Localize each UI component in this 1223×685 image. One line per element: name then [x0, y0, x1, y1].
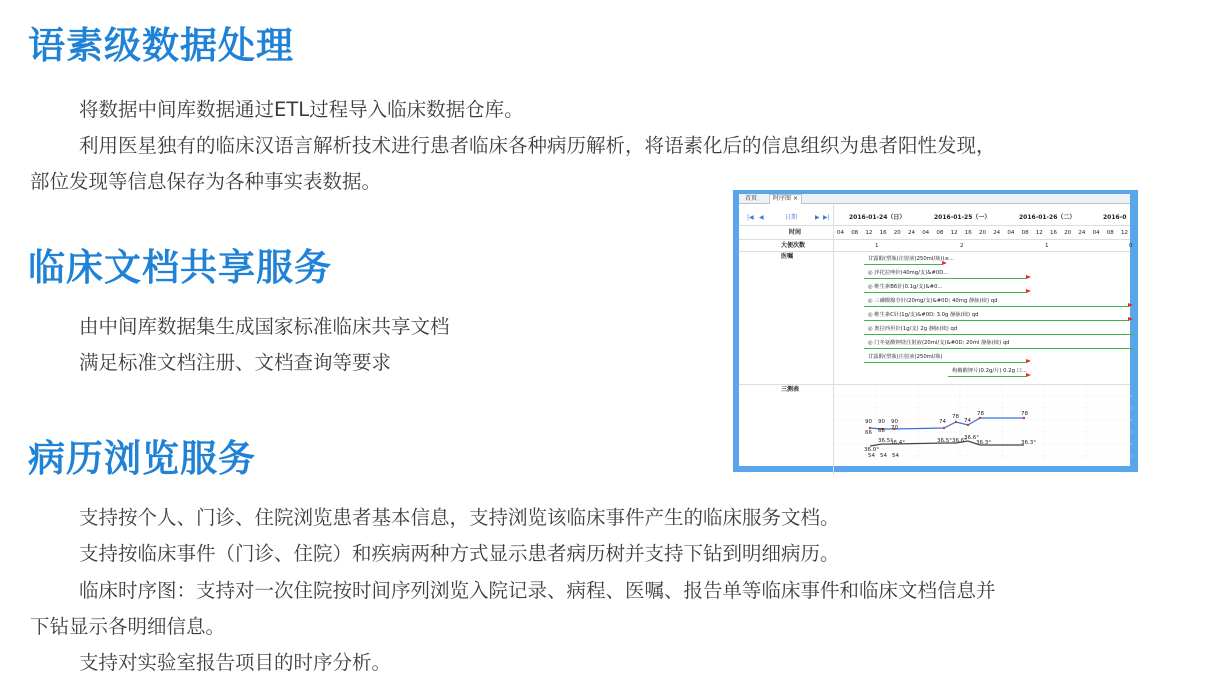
hour-label: 12 [1121, 230, 1128, 236]
hour-label: 12 [865, 230, 873, 236]
order-text: ◎ 泮托拉唑针(40mg/支)&#0D... [868, 270, 949, 276]
hour-label: 24 [1078, 230, 1086, 236]
order-text: 甘露醇(塑瓶)注射液(250ml/瓶)(≤... [868, 256, 955, 262]
order-end-flag-icon [1128, 303, 1133, 307]
timeline-header [739, 205, 1133, 260]
order-end-flag-icon [942, 261, 947, 265]
stool-count: 2 [960, 243, 964, 249]
order-duration-bar [864, 362, 1027, 363]
resp-label: 70 [891, 425, 898, 431]
order-row[interactable] [834, 354, 1134, 366]
order-end-flag-icon [1026, 359, 1031, 363]
hour-label: 12 [950, 230, 958, 236]
hour-label: 04 [1092, 230, 1100, 236]
hour-label: 24 [908, 230, 915, 236]
paragraph: 支持按临床事件（门诊、住院）和疾病两种方式显示患者病历树并支持下钻到明细病历。 [79, 542, 840, 565]
temp-label: 36.6° [964, 435, 979, 441]
order-duration-bar [864, 320, 1129, 321]
stool-count: 1 [875, 243, 879, 249]
temp-label: 36.5° [937, 438, 952, 444]
order-row[interactable] [834, 326, 1134, 338]
pulse-label: 90 [865, 419, 872, 425]
resp-label: 68 [878, 428, 885, 434]
vitals-chart [834, 386, 1134, 462]
pulse-label: 74 [939, 419, 946, 425]
hour-label: 08 [851, 230, 859, 236]
tab-bar [739, 194, 1130, 204]
order-duration-bar [948, 376, 1027, 377]
paragraph: 临床时序图：支持对一次住院按时间序列浏览入院记录、病程、医嘱、报告单等临床事件和临床文档信息并 [79, 579, 996, 602]
order-text: ◎ 维生素B6针(0.1g/支)&#0... [868, 284, 943, 290]
hour-label: 20 [1064, 230, 1072, 236]
order-row[interactable] [834, 270, 1134, 282]
paragraph: 支持对实验室报告项目的时序分析。 [79, 651, 392, 674]
hour-label: 08 [1021, 230, 1029, 236]
order-text: ◎ 三磷酸腺苷针(20mg/支)&#0D; 40mg 静脉(续) qd [868, 298, 998, 304]
paragraph: 下钻显示各明细信息。 [30, 615, 226, 638]
temp-label: 36.3° [976, 440, 991, 446]
prev-page-icon[interactable]: ◀ [759, 214, 764, 221]
order-end-flag-icon [1026, 289, 1031, 293]
pulse-label: 74 [964, 418, 971, 424]
order-end-flag-icon [1026, 275, 1031, 279]
bp-label: 54 [880, 453, 887, 459]
order-text: 枸橼酸钾片(0.2g/片) 0.2g 口... [952, 368, 1027, 374]
paragraph: 将数据中间库数据通过ETL过程导入临床数据仓库。 [79, 98, 524, 121]
paragraph: 支持按个人、门诊、住院浏览患者基本信息，支持浏览该临床事件产生的临床服务文档。 [79, 506, 840, 529]
order-text: ◎ 奥拉西坦针(1g/支) 2g 静脉(续) qd [868, 326, 958, 332]
tab-timeline[interactable] [769, 194, 802, 204]
next-page-icon[interactable]: ▶ [815, 214, 820, 221]
pulse-label: 78 [977, 411, 984, 417]
section-title-record-browsing: 病历浏览服务 [28, 437, 256, 480]
row-label-vitals: 三测表 [781, 386, 800, 393]
hour-label: 04 [837, 230, 844, 236]
temp-label: 36.0° [864, 447, 879, 453]
resp-label: 66 [865, 430, 872, 436]
order-row[interactable] [834, 340, 1134, 352]
row-label-time: 时间 [789, 229, 802, 236]
stool-count: 0 [1129, 243, 1133, 249]
order-row[interactable] [834, 368, 1134, 380]
order-text: ◎ 门冬氨酸钾镁注射液(20ml/支)&#0D; 20ml 静脉(续) qd [868, 340, 1010, 346]
timeline-screenshot [733, 190, 1138, 472]
hour-label: 16 [1050, 230, 1057, 236]
paragraph: 部位发现等信息保存为各种事实表数据。 [30, 170, 382, 193]
order-duration-bar [864, 306, 1129, 307]
temp-label: 36.6° [952, 438, 967, 444]
hour-label: 08 [1106, 230, 1114, 236]
timeline-view [739, 194, 1133, 466]
hour-label: 16 [879, 230, 887, 236]
order-row[interactable] [834, 312, 1134, 324]
hour-label: 12 [1035, 230, 1043, 236]
order-duration-bar [864, 264, 943, 265]
order-row[interactable] [834, 256, 1134, 268]
row-label-orders: 医嘱 [781, 253, 794, 260]
bp-label: 54 [892, 453, 899, 459]
order-duration-bar [864, 278, 1027, 279]
section-title-morpheme-processing: 语素级数据处理 [28, 24, 294, 67]
pulse-label: 90 [878, 419, 885, 425]
hour-label: 04 [922, 230, 930, 236]
temp-label: 36.3° [1021, 440, 1036, 446]
order-row[interactable] [834, 298, 1134, 310]
pulse-label: 78 [952, 414, 959, 420]
stool-count: 1 [1045, 243, 1049, 249]
order-row[interactable] [834, 284, 1134, 296]
hour-label: 16 [964, 230, 972, 236]
order-end-flag-icon [1026, 373, 1031, 377]
paragraph: 由中间库数据集生成国家标准临床共享文档 [79, 315, 450, 338]
hour-label: 20 [979, 230, 986, 236]
row-label-stool: 大便次数 [781, 242, 806, 249]
hour-label: 08 [936, 230, 944, 236]
temp-label: 36.4° [890, 440, 905, 446]
order-duration-bar [864, 334, 1134, 335]
date-header: 2016-01-25（一） [934, 214, 991, 221]
hour-label: 24 [993, 230, 1001, 236]
close-icon[interactable]: × [792, 195, 798, 202]
order-end-flag-icon [1128, 317, 1133, 321]
paragraph: 利用医星独有的临床汉语言解析技术进行患者临床各种病历解析，将语素化后的信息组织为患者阳性发现， [79, 134, 996, 157]
pulse-label: 78 [1021, 411, 1028, 417]
date-label: 日期 [785, 214, 798, 221]
order-duration-bar [864, 348, 1134, 349]
hour-label: 20 [893, 230, 901, 236]
order-text: 甘露醇(塑瓶)注射液(250ml/瓶) [868, 354, 943, 360]
hour-label: 04 [1007, 230, 1015, 236]
section-title-document-sharing: 临床文档共享服务 [28, 246, 332, 289]
tab-timeline-label: 时序图 [773, 195, 792, 202]
last-page-icon[interactable]: ▶| [823, 214, 830, 221]
order-text: ◎ 维生素C针(1g/支)&#0D; 3.0g 静脉(续) qd [868, 312, 979, 318]
date-header: 2016-0 [1103, 214, 1127, 221]
order-duration-bar [864, 292, 1027, 293]
tab-home[interactable]: 首页 [745, 195, 758, 202]
paragraph: 满足标准文档注册、文档查询等要求 [79, 351, 392, 374]
pulse-label: 90 [891, 419, 898, 425]
bp-label: 54 [868, 453, 875, 459]
date-header: 2016-01-24（日） [849, 214, 906, 221]
date-header: 2016-01-26（二） [1019, 214, 1076, 221]
first-page-icon[interactable]: |◀ [747, 214, 754, 221]
temp-label: 36.5° [878, 438, 893, 444]
